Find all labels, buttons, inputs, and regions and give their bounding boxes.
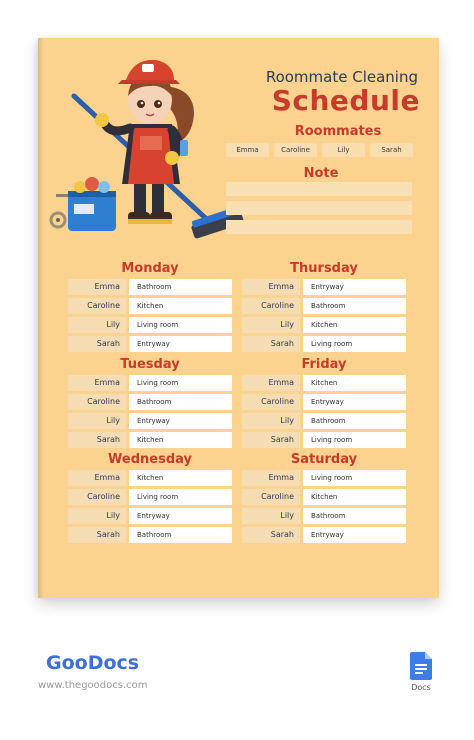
day-block-monday	[68, 260, 232, 352]
task-name: Entryway	[303, 279, 406, 295]
task-name: Kitchen	[303, 375, 406, 391]
person-name: Lily	[68, 508, 126, 524]
person-name: Emma	[68, 375, 126, 391]
task-name: Bathroom	[129, 279, 232, 295]
person-name: Emma	[242, 470, 300, 486]
task-name: Entryway	[129, 413, 232, 429]
task-name: Kitchen	[129, 298, 232, 314]
day-block-friday	[242, 356, 406, 448]
roommate-name: Sarah	[370, 143, 413, 157]
day-block-thursday	[242, 260, 406, 352]
task-name: Kitchen	[129, 470, 232, 486]
day-title: Tuesday	[120, 357, 180, 372]
assignment-row	[242, 508, 406, 524]
person-name: Caroline	[242, 394, 300, 410]
assignment-row	[68, 527, 232, 543]
task-name: Kitchen	[129, 432, 232, 448]
person-name: Lily	[242, 508, 300, 524]
assignment-row	[242, 470, 406, 486]
person-name: Emma	[68, 470, 126, 486]
person-name: Sarah	[242, 432, 300, 448]
day-title: Saturday	[290, 452, 358, 467]
person-name: Sarah	[68, 336, 126, 352]
assignment-row	[242, 432, 406, 448]
goodocs-logo[interactable]: GooDocs	[46, 652, 140, 674]
assignment-row	[242, 527, 406, 543]
assignment-row	[242, 298, 406, 314]
roommate-name: Emma	[226, 143, 269, 157]
task-name: Living room	[129, 317, 232, 333]
schedule-page	[38, 38, 439, 598]
assignment-row	[68, 298, 232, 314]
task-name: Living room	[303, 336, 406, 352]
note-line	[226, 182, 412, 196]
assignment-row	[68, 413, 232, 429]
assignment-row	[242, 375, 406, 391]
task-name: Bathroom	[303, 413, 406, 429]
day-block-wednesday	[68, 451, 232, 543]
person-name: Caroline	[68, 394, 126, 410]
note-line	[226, 201, 412, 215]
person-name: Sarah	[68, 432, 126, 448]
task-name: Living room	[303, 432, 406, 448]
person-name: Lily	[68, 317, 126, 333]
roommate-name: Caroline	[274, 143, 317, 157]
assignment-row	[242, 394, 406, 410]
task-name: Entryway	[303, 394, 406, 410]
task-name: Living room	[303, 470, 406, 486]
task-name: Bathroom	[129, 527, 232, 543]
roommates-heading: Roommates	[294, 124, 382, 139]
task-name: Kitchen	[303, 317, 406, 333]
assignment-row	[68, 279, 232, 295]
person-name: Lily	[68, 413, 126, 429]
person-name: Lily	[242, 317, 300, 333]
person-name: Caroline	[242, 298, 300, 314]
task-name: Entryway	[129, 508, 232, 524]
assignment-row	[242, 413, 406, 429]
assignment-row	[68, 375, 232, 391]
roommate-name: Lily	[322, 143, 365, 157]
assignment-row	[68, 432, 232, 448]
task-name: Entryway	[303, 527, 406, 543]
task-name: Kitchen	[303, 489, 406, 505]
person-name: Sarah	[242, 336, 300, 352]
assignment-row	[68, 317, 232, 333]
title-line-2: Schedule	[271, 84, 420, 117]
cleaning-girl-illustration	[44, 44, 244, 244]
assignment-row	[68, 489, 232, 505]
day-title: Wednesday	[108, 452, 192, 467]
person-name: Sarah	[242, 527, 300, 543]
assignment-row	[68, 336, 232, 352]
day-block-saturday	[242, 451, 406, 543]
person-name: Lily	[242, 413, 300, 429]
person-name: Caroline	[242, 489, 300, 505]
task-name: Bathroom	[129, 394, 232, 410]
task-name: Bathroom	[303, 508, 406, 524]
day-title: Thursday	[290, 261, 358, 276]
assignment-row	[242, 317, 406, 333]
assignment-row	[242, 489, 406, 505]
assignment-row	[68, 394, 232, 410]
day-title: Friday	[301, 357, 347, 372]
person-name: Sarah	[68, 527, 126, 543]
person-name: Caroline	[68, 298, 126, 314]
docs-label: Docs	[411, 683, 431, 692]
person-name: Caroline	[68, 489, 126, 505]
task-name: Entryway	[129, 336, 232, 352]
note-heading: Note	[303, 166, 339, 181]
task-name: Living room	[129, 375, 232, 391]
day-title: Monday	[121, 261, 179, 276]
assignment-row	[242, 336, 406, 352]
title-line-1: Roommate Cleaning	[265, 68, 418, 86]
google-docs-icon[interactable]	[410, 652, 432, 680]
assignment-row	[242, 279, 406, 295]
day-block-tuesday	[68, 356, 232, 448]
assignment-row	[68, 470, 232, 486]
note-line	[226, 220, 412, 234]
task-name: Bathroom	[303, 298, 406, 314]
person-name: Emma	[68, 279, 126, 295]
roommates-list	[226, 143, 413, 157]
assignment-row	[68, 508, 232, 524]
website-url[interactable]: www.thegoodocs.com	[38, 680, 148, 691]
task-name: Living room	[129, 489, 232, 505]
person-name: Emma	[242, 375, 300, 391]
person-name: Emma	[242, 279, 300, 295]
